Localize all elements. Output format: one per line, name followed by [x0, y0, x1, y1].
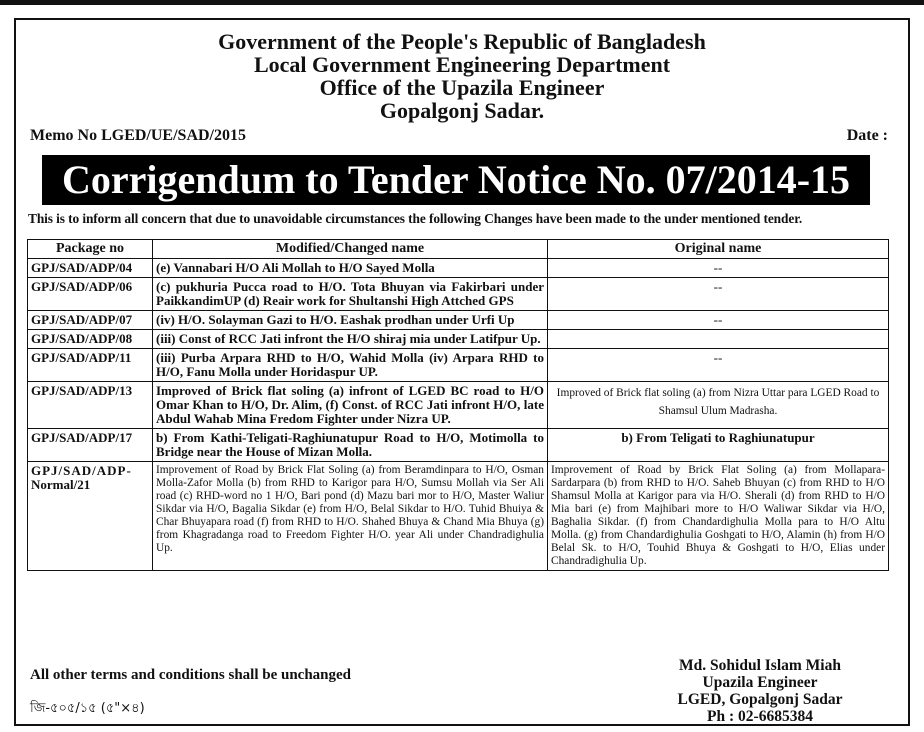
package-line-2: Normal/21 [31, 477, 91, 492]
original-cell [548, 330, 889, 349]
package-cell: GPJ/SAD/ADP/04 [28, 259, 153, 278]
publication-code: জি-৫০৫/১৫ (৫"×৪) [30, 701, 145, 716]
package-cell: GPJ/SAD/ADP/17 [28, 429, 153, 462]
modified-cell: (iii) Const of RCC Jati infront the H/O shiraj mia under Latifpur Up. [153, 330, 548, 349]
top-rule [0, 0, 924, 5]
col-header-original: Original name [548, 240, 889, 259]
table-row [28, 349, 889, 382]
table-row [28, 278, 889, 311]
modified-cell: (iv) H/O. Solayman Gazi to H/O. Eashak prodhan under Urfi Up [153, 311, 548, 330]
terms-note: All other terms and conditions shall be unchanged [30, 667, 352, 683]
notice-title-banner: Corrigendum to Tender Notice No. 07/2014-15 [42, 155, 870, 205]
memo-number: Memo No LGED/UE/SAD/2015 [30, 127, 246, 144]
tender-changes-table [27, 239, 889, 571]
table-row [28, 311, 889, 330]
signatory-title: Upazila Engineer [702, 674, 818, 691]
col-header-package: Package no [28, 240, 153, 259]
modified-cell: b) From Kathi-Teligati-Raghiunatupur Road to H/O, Motimolla to Bridge near the House of Mizan Molla. [153, 429, 548, 462]
signatory-office: LGED, Gopalgonj Sadar [677, 691, 843, 708]
modified-cell: (iii) Purba Arpara RHD to H/O, Wahid Molla (iv) Arpara RHD to H/O, Fanu Molla under Horidaspur UP. [153, 349, 548, 382]
letterhead [0, 30, 924, 122]
table-row [28, 462, 889, 571]
table-row [28, 382, 889, 429]
signatory-phone: Ph : 02-6685384 [707, 708, 813, 725]
letterhead-line-3: Office of the Upazila Engineer [319, 75, 605, 100]
original-cell: -- [548, 278, 889, 311]
original-cell: Improvement of Road by Brick Flat Soling (a) from Mollapara-Sardarpara (b) from RHD to H/O. Saheb Bhuyan (c) from RHD to H/O Shamsul Molla at Karigor para via H/O. Sherali (d) from RHD to H/O Mia bari (e) from Majhibari more to H/O Waliwar Sikdar via H/O, Baghalia Sikdar. (f) from Chandardighulia Molla para to H/O Altu Molla. (g) from Chandardighulia Goshgati to H/O, Alamin (h) from H/O Belal Sk. to H/O, Touhid Bhuya & Goshgati to H/O, Elias under Chandradighulia Up. [548, 462, 889, 571]
modified-cell: Improved of Brick flat soling (a) infront of LGED BC road to H/O Omar Khan to H/O, Dr. Alim, (f) Const. of RCC Jati infront H/O, late Abdul Wahab Mina Fredom Fighter under Nizra UP. [153, 382, 548, 429]
signatory-name: Md. Sohidul Islam Miah [679, 657, 841, 674]
package-cell: GPJ/SAD/ADP/07 [28, 311, 153, 330]
table-row [28, 259, 889, 278]
package-cell: GPJ/SAD/ADP/13 [28, 382, 153, 429]
letterhead-line-4: Gopalgonj Sadar. [379, 98, 545, 123]
original-cell: b) From Teligati to Raghiunatupur [548, 429, 889, 462]
letterhead-line-1: Government of the People's Republic of Bangladesh [218, 29, 706, 54]
modified-cell: Improvement of Road by Brick Flat Soling (a) from Beramdinpara to H/O, Osman Molla-Zafor Molla (b) from RHD to Karigor para H/O, Sumsu Mollah via Ser Ali road (c) RHD-word no 1 H/O, Bari pond (d) Mazu bari mor to H/O, Master Waliur Sikdar via H/O, Bagalia Sikdar (e) from H/O, Belal Sikdar to H/O. Tuhid Bhuiya & Char Bhuyapara road (f) from RHD to H/O. Shahed Bhuya & Chand Mia Bhuya (g) from Khagradanga road to Freedom Fighter H/O. year Ali under Chandradighulia Up. [153, 462, 548, 571]
signature-block [640, 657, 880, 725]
letterhead-line-2: Local Government Engineering Department [253, 52, 671, 77]
col-header-modified: Modified/Changed name [153, 240, 548, 259]
package-line-1: GPJ/SAD/ADP- [31, 463, 132, 478]
package-cell: GPJ/SAD/ADP/06 [28, 278, 153, 311]
modified-cell: (c) pukhuria Pucca road to H/O. Tota Bhuyan via Fakirbari under PaikkandimUP (d) Reair work for Shultanshi High Attched GPS [153, 278, 548, 311]
package-cell: GPJ/SAD/ADP/11 [28, 349, 153, 382]
date-label: Date : [846, 127, 888, 144]
original-cell: -- [548, 311, 889, 330]
package-cell [28, 462, 153, 571]
original-cell: -- [548, 349, 889, 382]
package-cell: GPJ/SAD/ADP/08 [28, 330, 153, 349]
table-row [28, 429, 889, 462]
modified-cell: (e) Vannabari H/O Ali Mollah to H/O Sayed Molla [153, 259, 548, 278]
original-cell: Improved of Brick flat soling (a) from Nizra Uttar para LGED Road to Shamsul Ulum Madrasha. [548, 382, 889, 429]
table-row [28, 330, 889, 349]
original-cell: -- [548, 259, 889, 278]
table-header-row [28, 240, 889, 259]
intro-text: This is to inform all concern that due to unavoidable circumstances the following Changes have been made to the under mentioned tender. [28, 211, 803, 226]
